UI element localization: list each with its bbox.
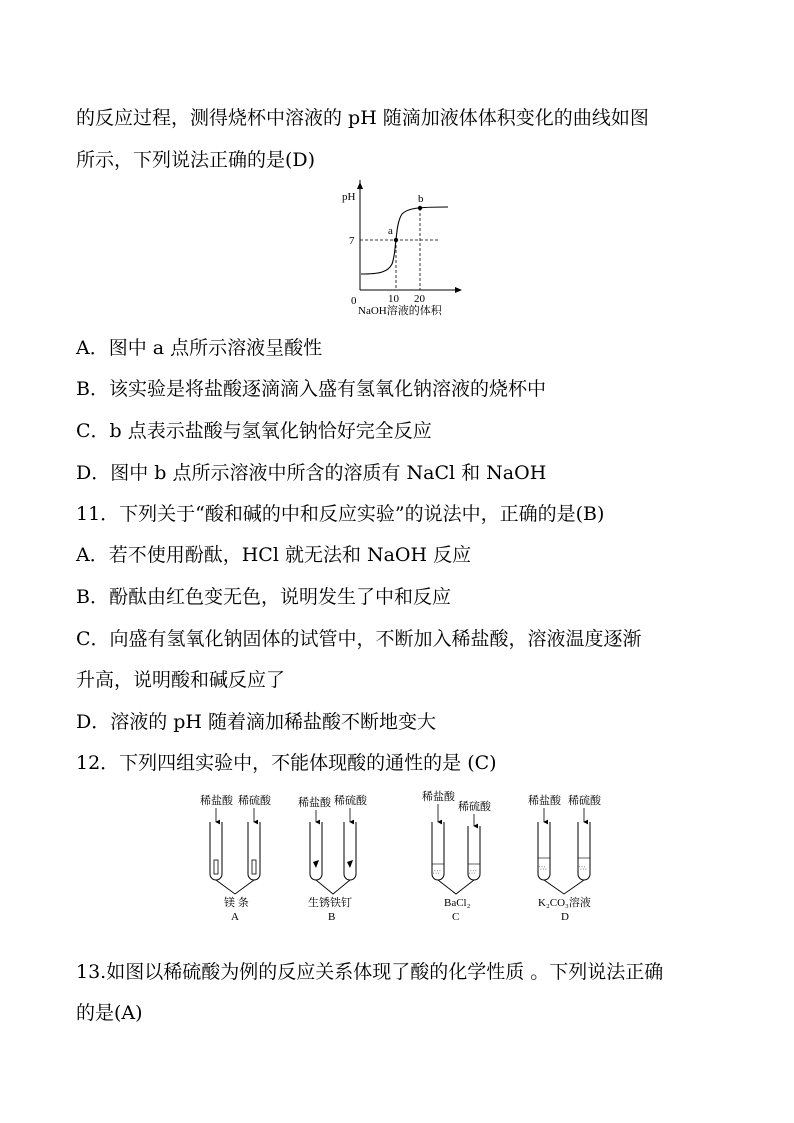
y-axis-label: pH xyxy=(342,191,356,203)
group-a-right-reagent: 稀硫酸 xyxy=(238,795,271,807)
point-b xyxy=(418,206,422,210)
option-d-11: D．溶液的 pH 随着滴加稀盐酸不断地变大 xyxy=(76,711,437,733)
group-c-left-reagent: 稀盐酸 xyxy=(422,791,455,803)
point-b-label: b xyxy=(418,193,424,205)
svg-text:∵∴: ∵∴ xyxy=(539,865,547,872)
svg-text:∴∵: ∴∵ xyxy=(469,869,477,876)
option-b-10: B．该实验是将盐酸逐滴滴入盛有氢氧化钠溶液的烧杯中 xyxy=(76,378,546,400)
test-tube-figure xyxy=(180,788,620,930)
group-c-right-reagent: 稀硫酸 xyxy=(458,801,491,813)
point-a xyxy=(394,238,398,242)
svg-text:∵∴: ∵∴ xyxy=(579,865,587,872)
question-13: 13.如图以稀硫酸为例的反应关系体现了酸的化学性质 。下列说法正确 xyxy=(76,961,664,983)
option-a-10: A．图中 a 点所示溶液呈酸性 xyxy=(76,337,323,359)
svg-text:∴∵: ∴∵ xyxy=(433,869,441,876)
point-a-label: a xyxy=(388,225,393,237)
group-b-substance: 生锈铁钉 xyxy=(308,897,352,909)
group-a-left-reagent: 稀盐酸 xyxy=(200,795,233,807)
origin-label: 0 xyxy=(351,295,357,307)
x-tick-10: 10 xyxy=(388,293,399,305)
group-c xyxy=(422,789,492,923)
group-d-left-reagent: 稀盐酸 xyxy=(528,795,561,807)
question-12: 12．下列四组实验中，不能体现酸的通性的是 (C) xyxy=(76,752,497,774)
x-axis-label: NaOH溶液的体积 xyxy=(358,305,442,317)
group-c-substance: BaCl₂ xyxy=(444,897,471,909)
group-c-letter: C xyxy=(452,911,460,923)
ph-curve-figure xyxy=(330,180,470,320)
group-b-right-reagent: 稀硫酸 xyxy=(334,795,367,807)
option-b-11: B．酚酞由红色变无色，说明发生了中和反应 xyxy=(76,586,451,608)
group-d-substance: K₂CO₃溶液 xyxy=(538,897,591,909)
option-c-10: C．b 点表示盐酸与氢氧化钠恰好完全反应 xyxy=(76,420,432,442)
group-d xyxy=(528,793,602,923)
group-b-left-reagent: 稀盐酸 xyxy=(298,797,331,809)
text-line-2: 所示，下列说法正确的是(D) xyxy=(76,149,316,171)
group-b xyxy=(298,793,368,923)
group-d-right-reagent: 稀硫酸 xyxy=(568,795,601,807)
option-d-10: D．图中 b 点所示溶液中所含的溶质有 NaCl 和 NaOH xyxy=(76,462,547,484)
option-a-11: A．若不使用酚酞，HCl 就无法和 NaOH 反应 xyxy=(76,544,472,566)
group-a xyxy=(200,793,272,923)
ph-curve xyxy=(361,207,448,274)
question-11: 11．下列关于“酸和碱的中和反应实验”的说法中，正确的是(B) xyxy=(76,503,605,525)
option-c-11-cont: 升高，说明酸和碱反应了 xyxy=(76,669,286,691)
option-c-11: C．向盛有氢氧化钠固体的试管中，不断加入稀盐酸，溶液温度逐渐 xyxy=(76,628,642,650)
group-d-letter: D xyxy=(561,911,569,923)
group-a-substance: 镁 条 xyxy=(224,897,249,909)
question-13-cont: 的是(A) xyxy=(76,1002,143,1024)
x-tick-20: 20 xyxy=(414,293,425,305)
group-a-letter: A xyxy=(231,911,239,923)
group-b-letter: B xyxy=(328,911,336,923)
text-line-1: 的反应过程，测得烧杯中溶液的 pH 随滴加液体体积变化的曲线如图 xyxy=(76,107,649,129)
y-tick-7: 7 xyxy=(349,235,355,247)
